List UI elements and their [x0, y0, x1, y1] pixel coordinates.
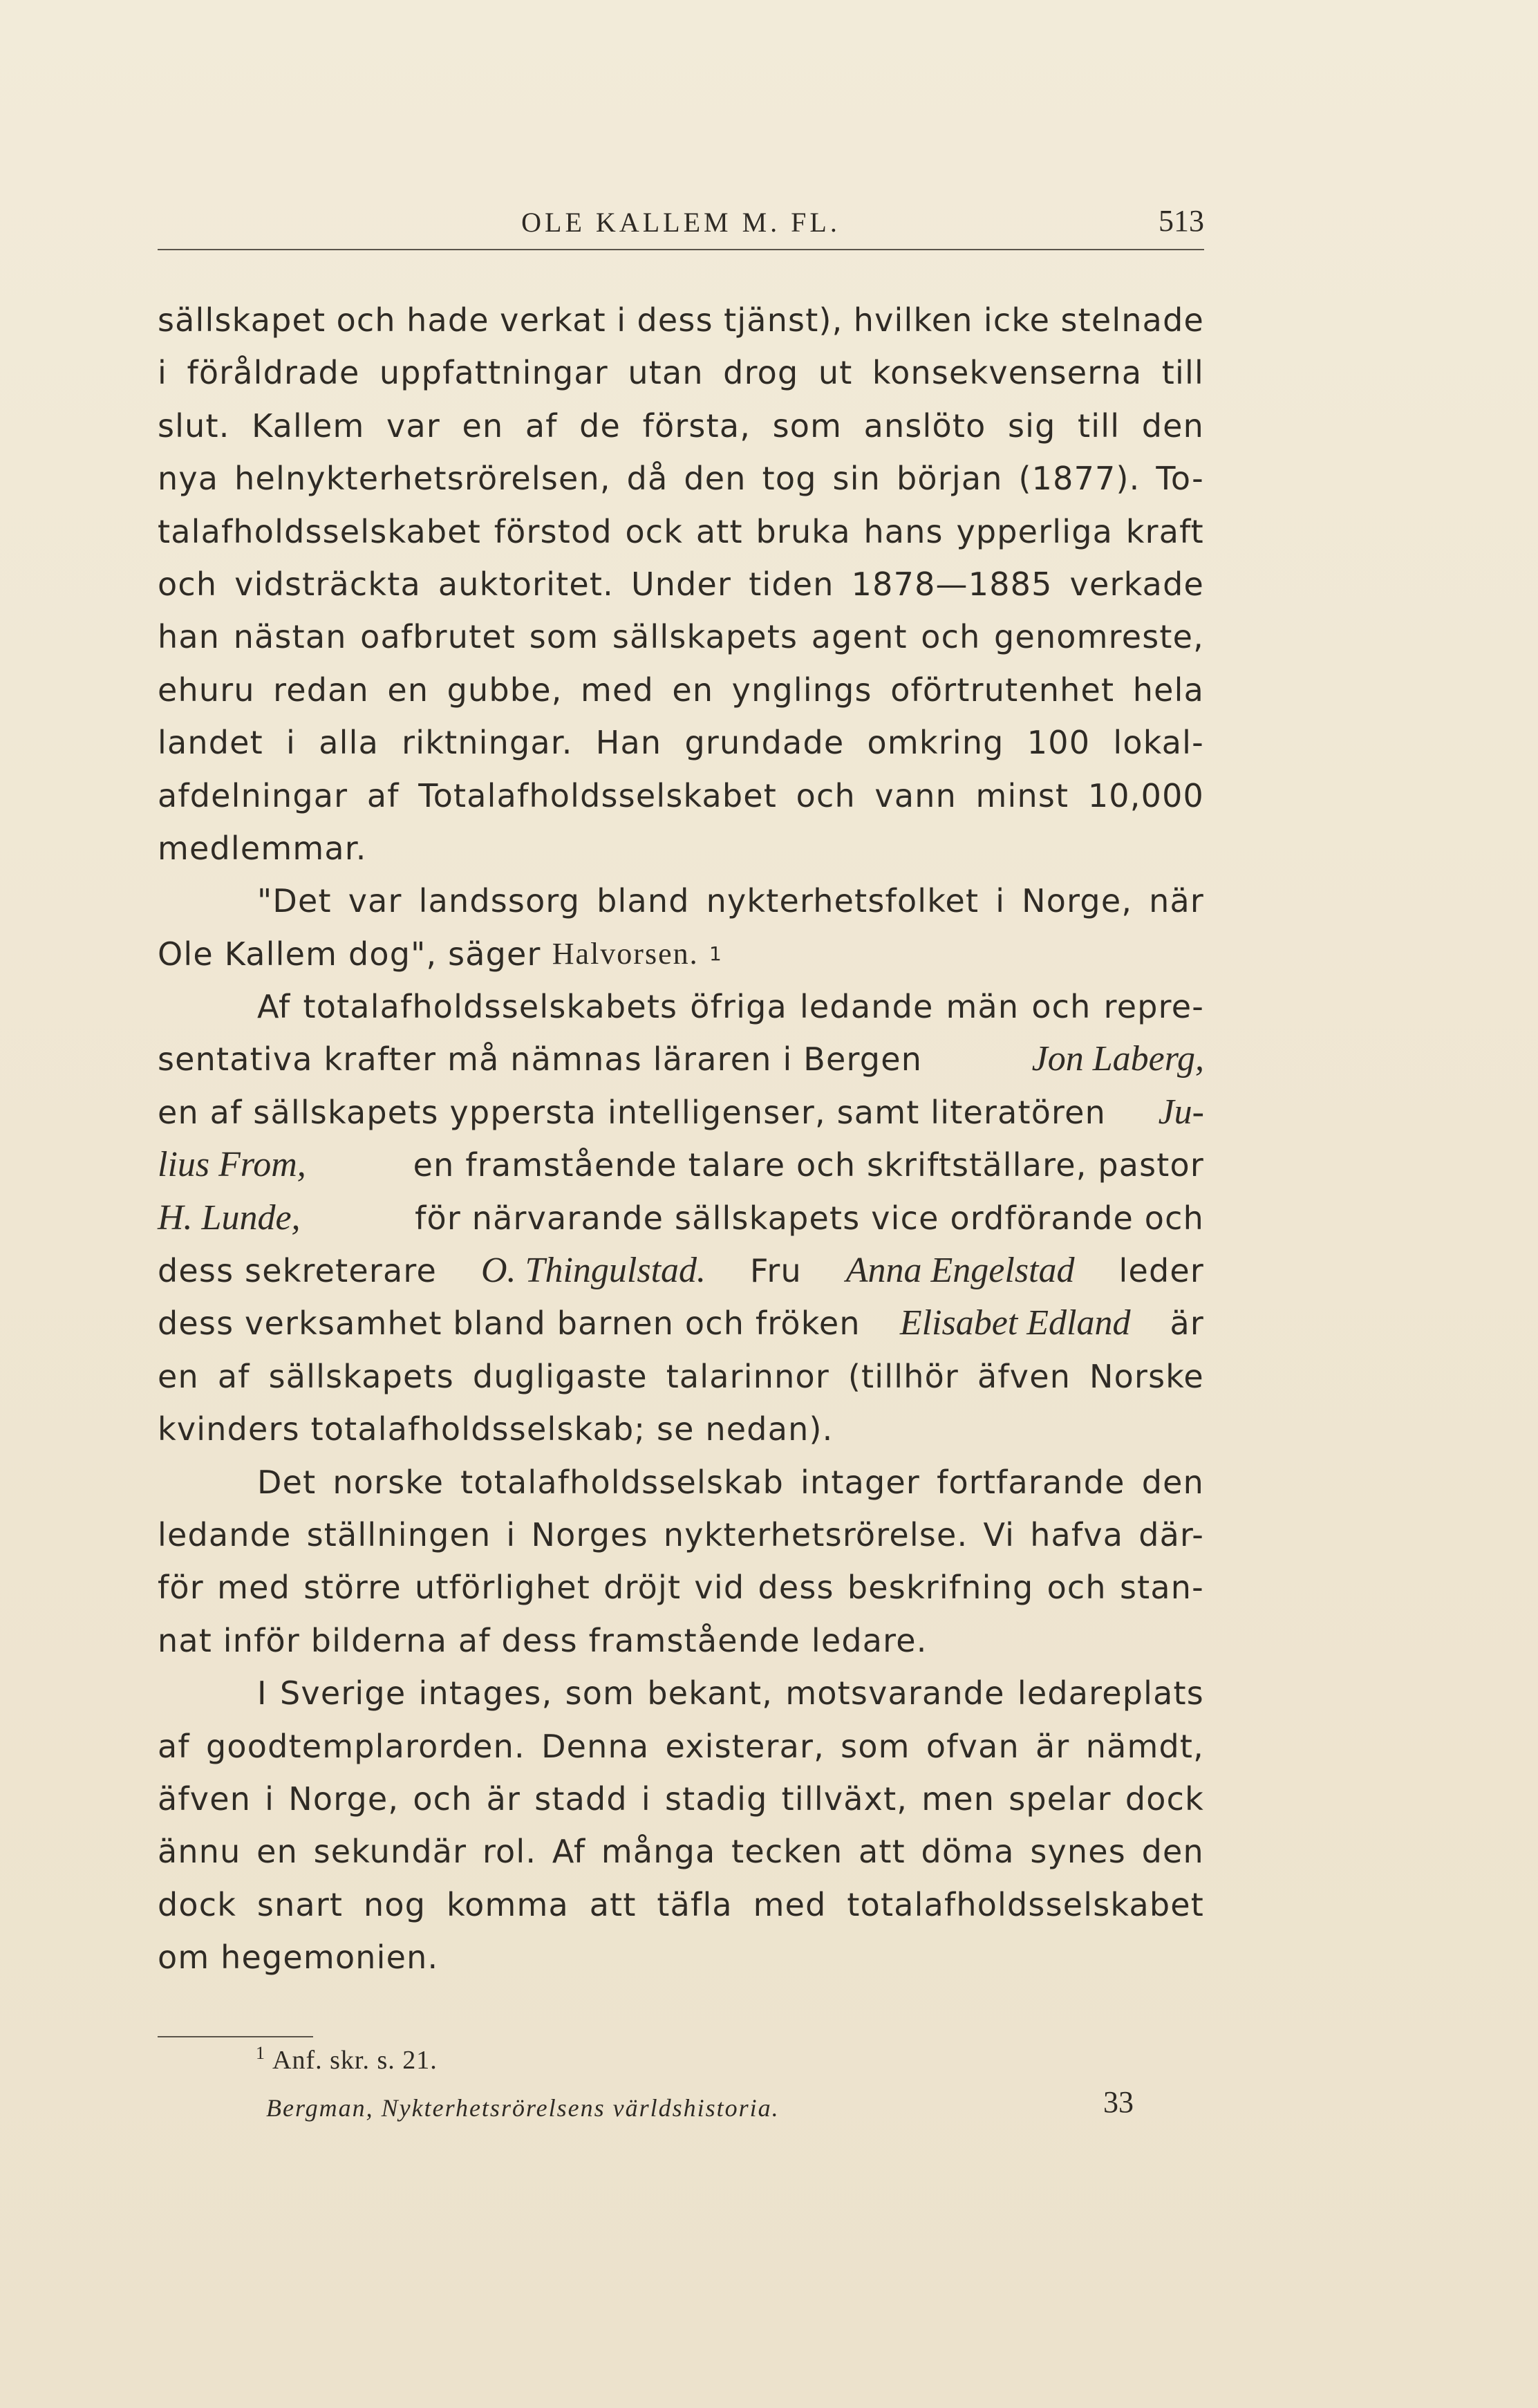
word: gubbe, — [447, 671, 563, 709]
text-line — [158, 980, 1204, 1033]
word: början — [896, 460, 1003, 498]
word: motsvarande — [785, 1674, 1005, 1712]
footnote-text: Anf. skr. s. 21. — [272, 2046, 438, 2075]
text-line — [158, 1720, 1204, 1773]
paragraph-4 — [158, 1456, 1204, 1668]
word: ledande — [158, 1515, 292, 1553]
word: nästan — [233, 618, 347, 656]
person-name: Anna Engelstad — [845, 1251, 1075, 1291]
word: i — [617, 301, 627, 339]
word: talafholdsselskabet — [158, 512, 481, 550]
word: den — [1141, 1463, 1204, 1501]
word: sällskapet — [158, 301, 326, 339]
word: verkat — [500, 301, 606, 339]
paragraph-1-lines — [158, 294, 1204, 822]
word: var — [386, 407, 440, 445]
word: auktoritet. — [438, 565, 614, 603]
word: att — [589, 1885, 637, 1923]
word: agent — [811, 618, 908, 656]
word: hela — [1132, 671, 1204, 709]
word: som — [772, 407, 843, 445]
page-number: 513 — [1159, 204, 1204, 238]
text-line: kvinders totalafholdsselskab; se nedan). — [158, 1410, 834, 1448]
word: redan — [273, 671, 369, 709]
word: helnykterhetsrörelsen, — [234, 460, 611, 498]
word: (1877). — [1018, 460, 1141, 498]
paragraph-3 — [158, 980, 1204, 1456]
person-name: Ju- — [1158, 1092, 1204, 1132]
word: dugligaste — [472, 1357, 648, 1395]
word: sällskapets — [612, 618, 798, 656]
word: Totalafholdsselskabet — [418, 776, 778, 814]
word: landet — [158, 724, 263, 762]
word: landssorg — [418, 882, 581, 920]
text-line: Ole Kallem dog", säger Halvorsen. 1 — [158, 928, 1204, 980]
person-name: Jon Laberg, — [1031, 1039, 1204, 1079]
text-line — [158, 1825, 1204, 1878]
word: stadig — [664, 1780, 768, 1818]
word: synes — [1030, 1833, 1126, 1871]
word: hade — [406, 301, 489, 339]
body-text — [158, 294, 1204, 1984]
word: att — [695, 512, 743, 550]
paragraph-5 — [158, 1667, 1204, 1984]
word: Af — [552, 1833, 586, 1871]
footnote-marker: 1 — [256, 2043, 265, 2063]
word: vidsträckta — [234, 565, 421, 603]
text-line — [158, 1350, 1204, 1403]
word: ledande — [799, 988, 934, 1026]
paragraph-3-lines — [158, 1350, 1204, 1403]
word: minst — [975, 776, 1069, 814]
text-line — [158, 400, 1204, 452]
word: totalafholdsselskab — [460, 1463, 784, 1501]
word: ut — [818, 354, 853, 392]
text-line — [158, 875, 1204, 927]
footnote-rule — [158, 2036, 313, 2037]
word: då — [626, 460, 668, 498]
word: intages, — [418, 1674, 553, 1712]
word: Norske — [1089, 1357, 1204, 1395]
word: han — [158, 618, 221, 656]
word: vid — [694, 1569, 745, 1607]
word: nog — [364, 1885, 426, 1923]
word: alla — [319, 724, 379, 762]
word: som — [841, 1727, 910, 1765]
word: anslöto — [863, 407, 986, 445]
word: 100 — [1026, 724, 1091, 762]
word: föråldrade — [187, 354, 360, 392]
word: en — [387, 671, 429, 709]
word: bruka — [756, 512, 851, 550]
word: i — [286, 724, 297, 762]
word: sin — [832, 460, 881, 498]
word: som — [565, 1674, 635, 1712]
word: af — [525, 407, 558, 445]
word: en — [158, 1357, 199, 1395]
text-line — [158, 1667, 1204, 1719]
text-line — [158, 558, 1204, 610]
word: tecken — [731, 1833, 843, 1871]
word: rol. — [482, 1833, 537, 1871]
person-name: lius From, — [158, 1145, 306, 1185]
word: konsekvenserna — [872, 354, 1143, 392]
word: Denna — [541, 1727, 650, 1765]
word: hans — [863, 512, 944, 550]
word: komma — [446, 1885, 569, 1923]
paragraph-4-lines — [158, 1456, 1204, 1614]
word: och — [796, 776, 856, 814]
word: omkring — [867, 724, 1004, 762]
word: fortfarande — [937, 1463, 1125, 1501]
word: för — [158, 1569, 204, 1607]
word: till — [1161, 354, 1204, 392]
word: var — [348, 882, 402, 920]
word: stelnade — [1060, 301, 1204, 339]
word: tiden — [749, 565, 834, 603]
word: dock — [158, 1885, 237, 1923]
word: dess — [637, 301, 713, 339]
word: den — [1141, 1833, 1204, 1871]
text-line — [158, 452, 1204, 505]
word: äfven — [158, 1780, 252, 1818]
word: en — [672, 671, 714, 709]
text-line — [158, 1456, 1204, 1509]
word: afdelningar — [158, 776, 348, 814]
running-head: OLE KALLEM M. FL. — [521, 207, 841, 238]
sheet-number: 33 — [1103, 2085, 1134, 2119]
text-line — [158, 1561, 1204, 1614]
word: ock — [625, 512, 684, 550]
word: tjänst), — [724, 301, 843, 339]
word: ypperliga — [956, 512, 1114, 550]
text-line: dess verksamhet bland barnen och fröken Elisabet Edland är — [158, 1297, 1204, 1350]
word: Norge, — [1022, 882, 1133, 920]
person-name: Elisabet Edland — [899, 1303, 1131, 1343]
word: sekundär — [313, 1833, 467, 1871]
word: stadd — [534, 1780, 628, 1818]
word: Kallem — [252, 407, 365, 445]
word: grundade — [684, 724, 845, 762]
text-line: lius From, en framstående talare och skriftställare, pastor — [158, 1139, 1204, 1191]
word: beskrifning — [847, 1569, 1034, 1607]
word: af — [366, 776, 400, 814]
text-line: dess sekreterare O. Thingulstad. Fru Anna Engelstad leder — [158, 1244, 1204, 1297]
text-line — [158, 346, 1204, 399]
word: To- — [1156, 460, 1204, 498]
word: 10,000 — [1087, 776, 1204, 814]
word: intager — [800, 1463, 921, 1501]
text-line: medlemmar. — [158, 829, 367, 867]
word: att — [859, 1833, 906, 1871]
word: ehuru — [158, 671, 255, 709]
word: ännu — [158, 1833, 241, 1871]
word: första, — [642, 407, 751, 445]
page-header — [158, 200, 1204, 250]
text-line — [158, 716, 1204, 769]
word: är — [1035, 1727, 1070, 1765]
person-name: H. Lunde, — [158, 1197, 301, 1238]
text-line — [158, 1878, 1204, 1931]
word: snart — [256, 1885, 344, 1923]
word: spelar — [1009, 1780, 1112, 1818]
word: till — [1078, 407, 1120, 445]
word: med — [753, 1885, 827, 1923]
word: och — [1031, 988, 1091, 1026]
word: i — [158, 354, 167, 392]
word: Det — [257, 1463, 317, 1501]
word: döma — [921, 1833, 1015, 1871]
word: I — [257, 1674, 268, 1712]
paragraph-2 — [158, 875, 1204, 980]
word: dock — [1125, 1780, 1204, 1818]
word: ställningen — [306, 1515, 491, 1553]
word: existerar, — [665, 1727, 825, 1765]
word: Han — [595, 724, 662, 762]
word: Af — [257, 988, 291, 1026]
word: tillväxt, — [781, 1780, 908, 1818]
word: den — [1141, 407, 1204, 445]
word: slut. — [158, 407, 230, 445]
word: öfriga — [690, 988, 787, 1026]
word: många — [601, 1833, 716, 1871]
word: af — [158, 1727, 190, 1765]
word: sällskapets — [268, 1357, 454, 1395]
text-line — [158, 1509, 1204, 1561]
text-line: om hegemonien. — [158, 1939, 439, 1977]
word: drog — [723, 354, 799, 392]
word: uppfattningar — [379, 354, 608, 392]
word: och — [158, 565, 218, 603]
text-line — [158, 769, 1204, 822]
word: tog — [762, 460, 817, 498]
word: Sverige — [280, 1674, 406, 1712]
footnote-marker: 1 — [709, 942, 723, 965]
person-name: O. Thingulstad. — [480, 1251, 706, 1291]
word: 1878—1885 — [851, 565, 1053, 603]
word: med — [580, 671, 654, 709]
word: norske — [332, 1463, 444, 1501]
word: en — [256, 1833, 298, 1871]
word: med — [217, 1569, 290, 1607]
word: nämdt, — [1085, 1727, 1204, 1765]
word: förstod — [494, 512, 612, 550]
word: män — [946, 988, 1020, 1026]
paragraph-1 — [158, 294, 1204, 875]
word: i — [265, 1780, 275, 1818]
word: och — [1047, 1569, 1107, 1607]
text-line: en af sällskapets yppersta intelligenser, samt literatören Ju- — [158, 1086, 1204, 1139]
word: och — [413, 1780, 473, 1818]
word: större — [303, 1569, 402, 1607]
word: oförtrutenhet — [890, 671, 1115, 709]
word: stan- — [1119, 1569, 1204, 1607]
word: Vi — [983, 1515, 1015, 1553]
text-line: nat inför bilderna af dess framstående ledare. — [158, 1621, 928, 1659]
word: Norges — [531, 1515, 648, 1553]
word: repre- — [1103, 988, 1204, 1026]
word: kraft — [1125, 512, 1204, 550]
footnote — [256, 2043, 438, 2075]
word: af — [217, 1357, 250, 1395]
word: nya — [158, 460, 219, 498]
word: där- — [1138, 1515, 1204, 1553]
word: icke — [983, 301, 1051, 339]
word: i — [506, 1515, 516, 1553]
text-line: H. Lunde, för närvarande sällskapets vice ordförande och — [158, 1192, 1204, 1244]
word: totalafholdsselskabets — [303, 988, 678, 1026]
word: bland — [597, 882, 690, 920]
text-line: sentativa krafter må nämnas läraren i Bergen Jon Laberg, — [158, 1033, 1204, 1085]
word: vann — [874, 776, 957, 814]
word: nykterhetsrörelse. — [663, 1515, 968, 1553]
word: verkade — [1069, 565, 1204, 603]
word: lokal- — [1113, 724, 1204, 762]
word: riktningar. — [402, 724, 573, 762]
text-line — [158, 294, 1204, 346]
word: talarinnor — [666, 1357, 829, 1395]
word: dröjt — [603, 1569, 682, 1607]
word: utförlighet — [415, 1569, 590, 1607]
word: de — [579, 407, 621, 445]
word: som — [529, 618, 599, 656]
word: hafva — [1030, 1515, 1124, 1553]
word: är — [486, 1780, 521, 1818]
word: Norge, — [288, 1780, 400, 1818]
word: i — [641, 1780, 651, 1818]
word: oafbrutet — [360, 618, 516, 656]
text-line — [158, 610, 1204, 663]
word: äfven — [977, 1357, 1071, 1395]
word: (tillhör — [847, 1357, 959, 1395]
signature-line: Bergman, Nykterhetsrörelsens världshistoria. — [266, 2094, 780, 2122]
word: bekant, — [647, 1674, 773, 1712]
word: genomreste, — [994, 618, 1204, 656]
text-line — [158, 1773, 1204, 1825]
word: Under — [630, 565, 732, 603]
word: totalafholdsselskabet — [847, 1885, 1204, 1923]
text-line — [158, 505, 1204, 558]
word: "Det — [257, 882, 332, 920]
word: sig — [1007, 407, 1056, 445]
word: dess — [758, 1569, 834, 1607]
word: i — [995, 882, 1006, 920]
word: den — [684, 460, 747, 498]
word: nykterhetsfolket — [706, 882, 979, 920]
word: hvilken — [853, 301, 973, 339]
author-name: Halvorsen. — [552, 936, 699, 971]
word: ofvan — [926, 1727, 1020, 1765]
text-line — [158, 664, 1204, 716]
paragraph-5-lines — [158, 1667, 1204, 1931]
word: men — [921, 1780, 995, 1818]
word: goodtemplarorden. — [206, 1727, 525, 1765]
word: ledareplats — [1017, 1674, 1204, 1712]
word: och — [336, 301, 396, 339]
word: ynglings — [731, 671, 872, 709]
word: täfla — [657, 1885, 733, 1923]
word: utan — [628, 354, 704, 392]
word: och — [921, 618, 981, 656]
word: när — [1149, 882, 1204, 920]
word: en — [462, 407, 504, 445]
